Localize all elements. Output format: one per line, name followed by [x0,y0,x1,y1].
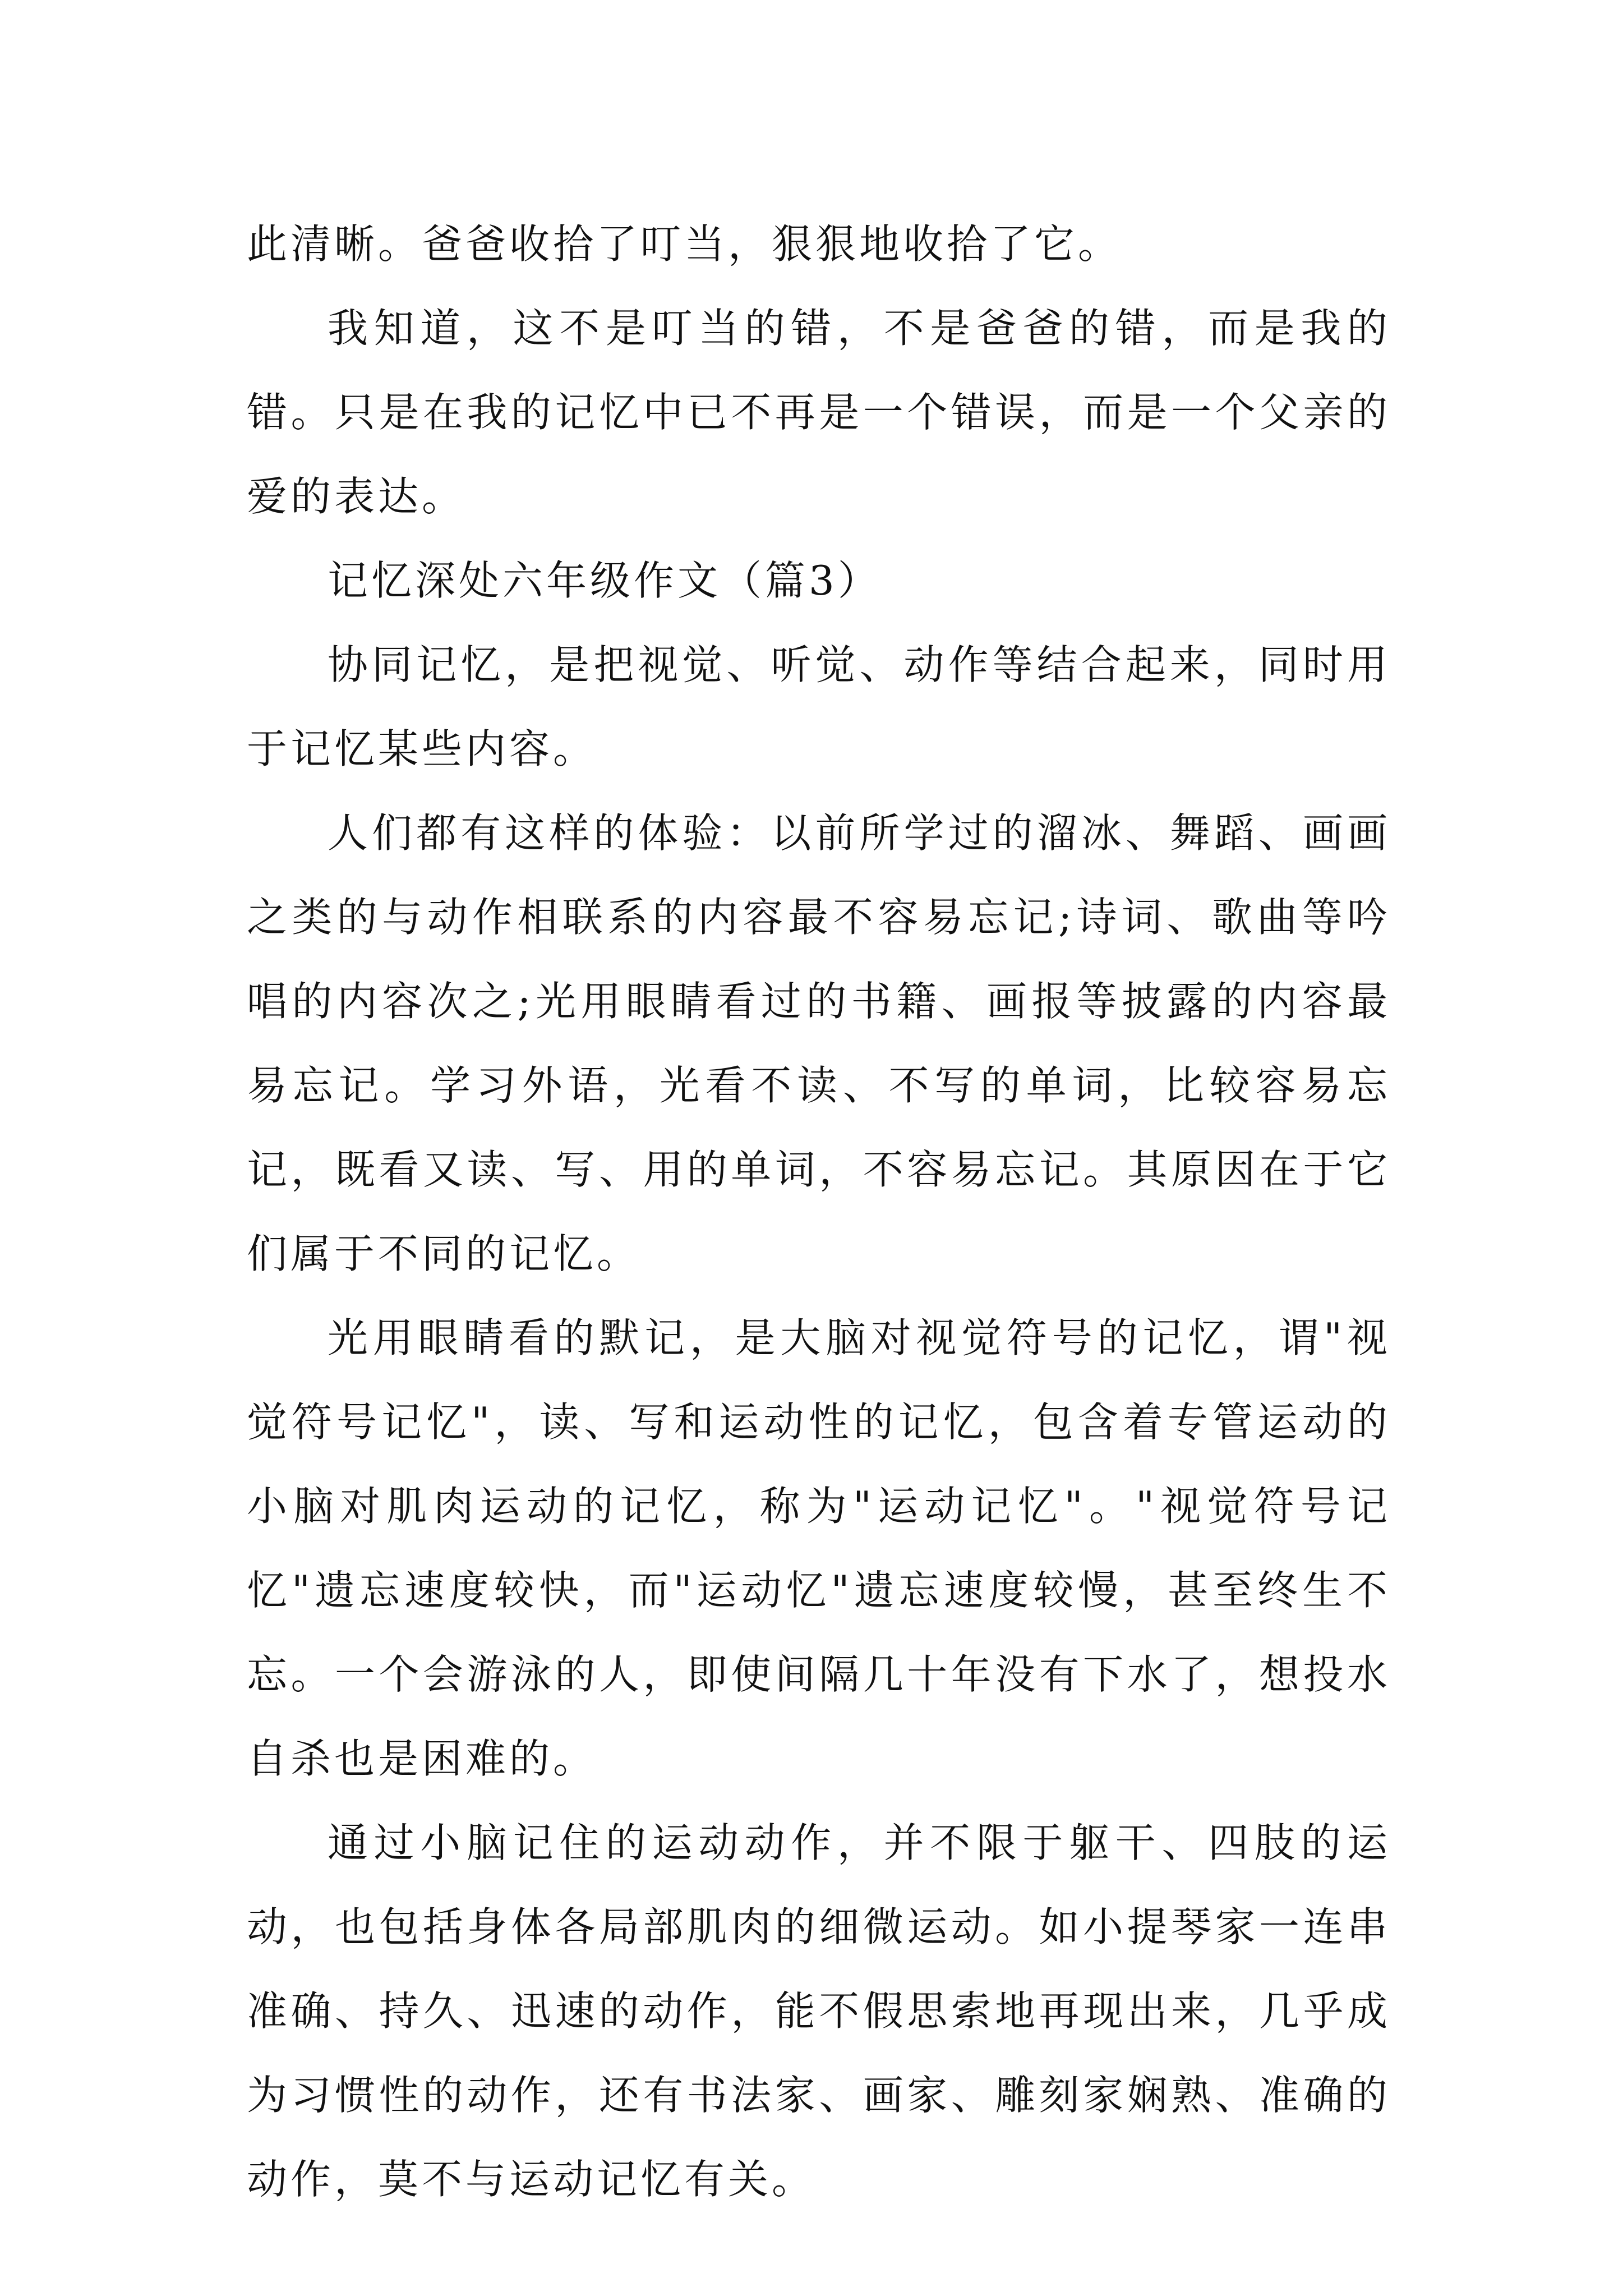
paragraph: 通过小脑记住的运动动作，并不限于躯干、四肢的运动，也包括身体各局部肌肉的细微运动。如小提琴家一连串准确、持久、迅速的动作，能不假思索地再现出来，几乎成为习惯性的动作，还有书法家、画家、雕刻家娴熟、准确的动作，莫不与运动记忆有关。 [247,1819,1391,2203]
paragraph: 光用眼睛看的默记，是大脑对视觉符号的记忆，谓"视觉符号记忆"，读、写和运动性的记忆，包含着专管运动的小脑对肌肉运动的记忆，称为"运动记忆"。"视觉符号记忆"遗忘速度较快，而"运动忆"遗忘速度较慢，甚至终生不忘。一个会游泳的人，即使间隔几十年没有下水了，想投水自杀也是困难的。 [247,1314,1391,1782]
section-heading: 记忆深处六年级作文（篇3） [328,557,882,604]
paragraph: 人们都有这样的体验：以前所学过的溜冰、舞蹈、画画之类的与动作相联系的内容最不容易忘记;诗词、歌曲等吟唱的内容次之;光用眼睛看过的书籍、画报等披露的内容最易忘记。学习外语，光看不读、不写的单词，比较容易忘记，既看又读、写、用的单词，不容易忘记。其原因在于它们属于不同的记忆。 [247,809,1391,1277]
document-body [247,202,1391,2221]
paragraph-continued: 此清晰。爸爸收拾了叮当，狠狠地收拾了它。 [247,220,1122,268]
paragraph: 协同记忆，是把视觉、听觉、动作等结合起来，同时用于记忆某些内容。 [247,641,1391,772]
paragraph: 我知道，这不是叮当的错，不是爸爸的错，而是我的错。只是在我的记忆中已不再是一个错误，而是一个父亲的爱的表达。 [247,305,1391,520]
